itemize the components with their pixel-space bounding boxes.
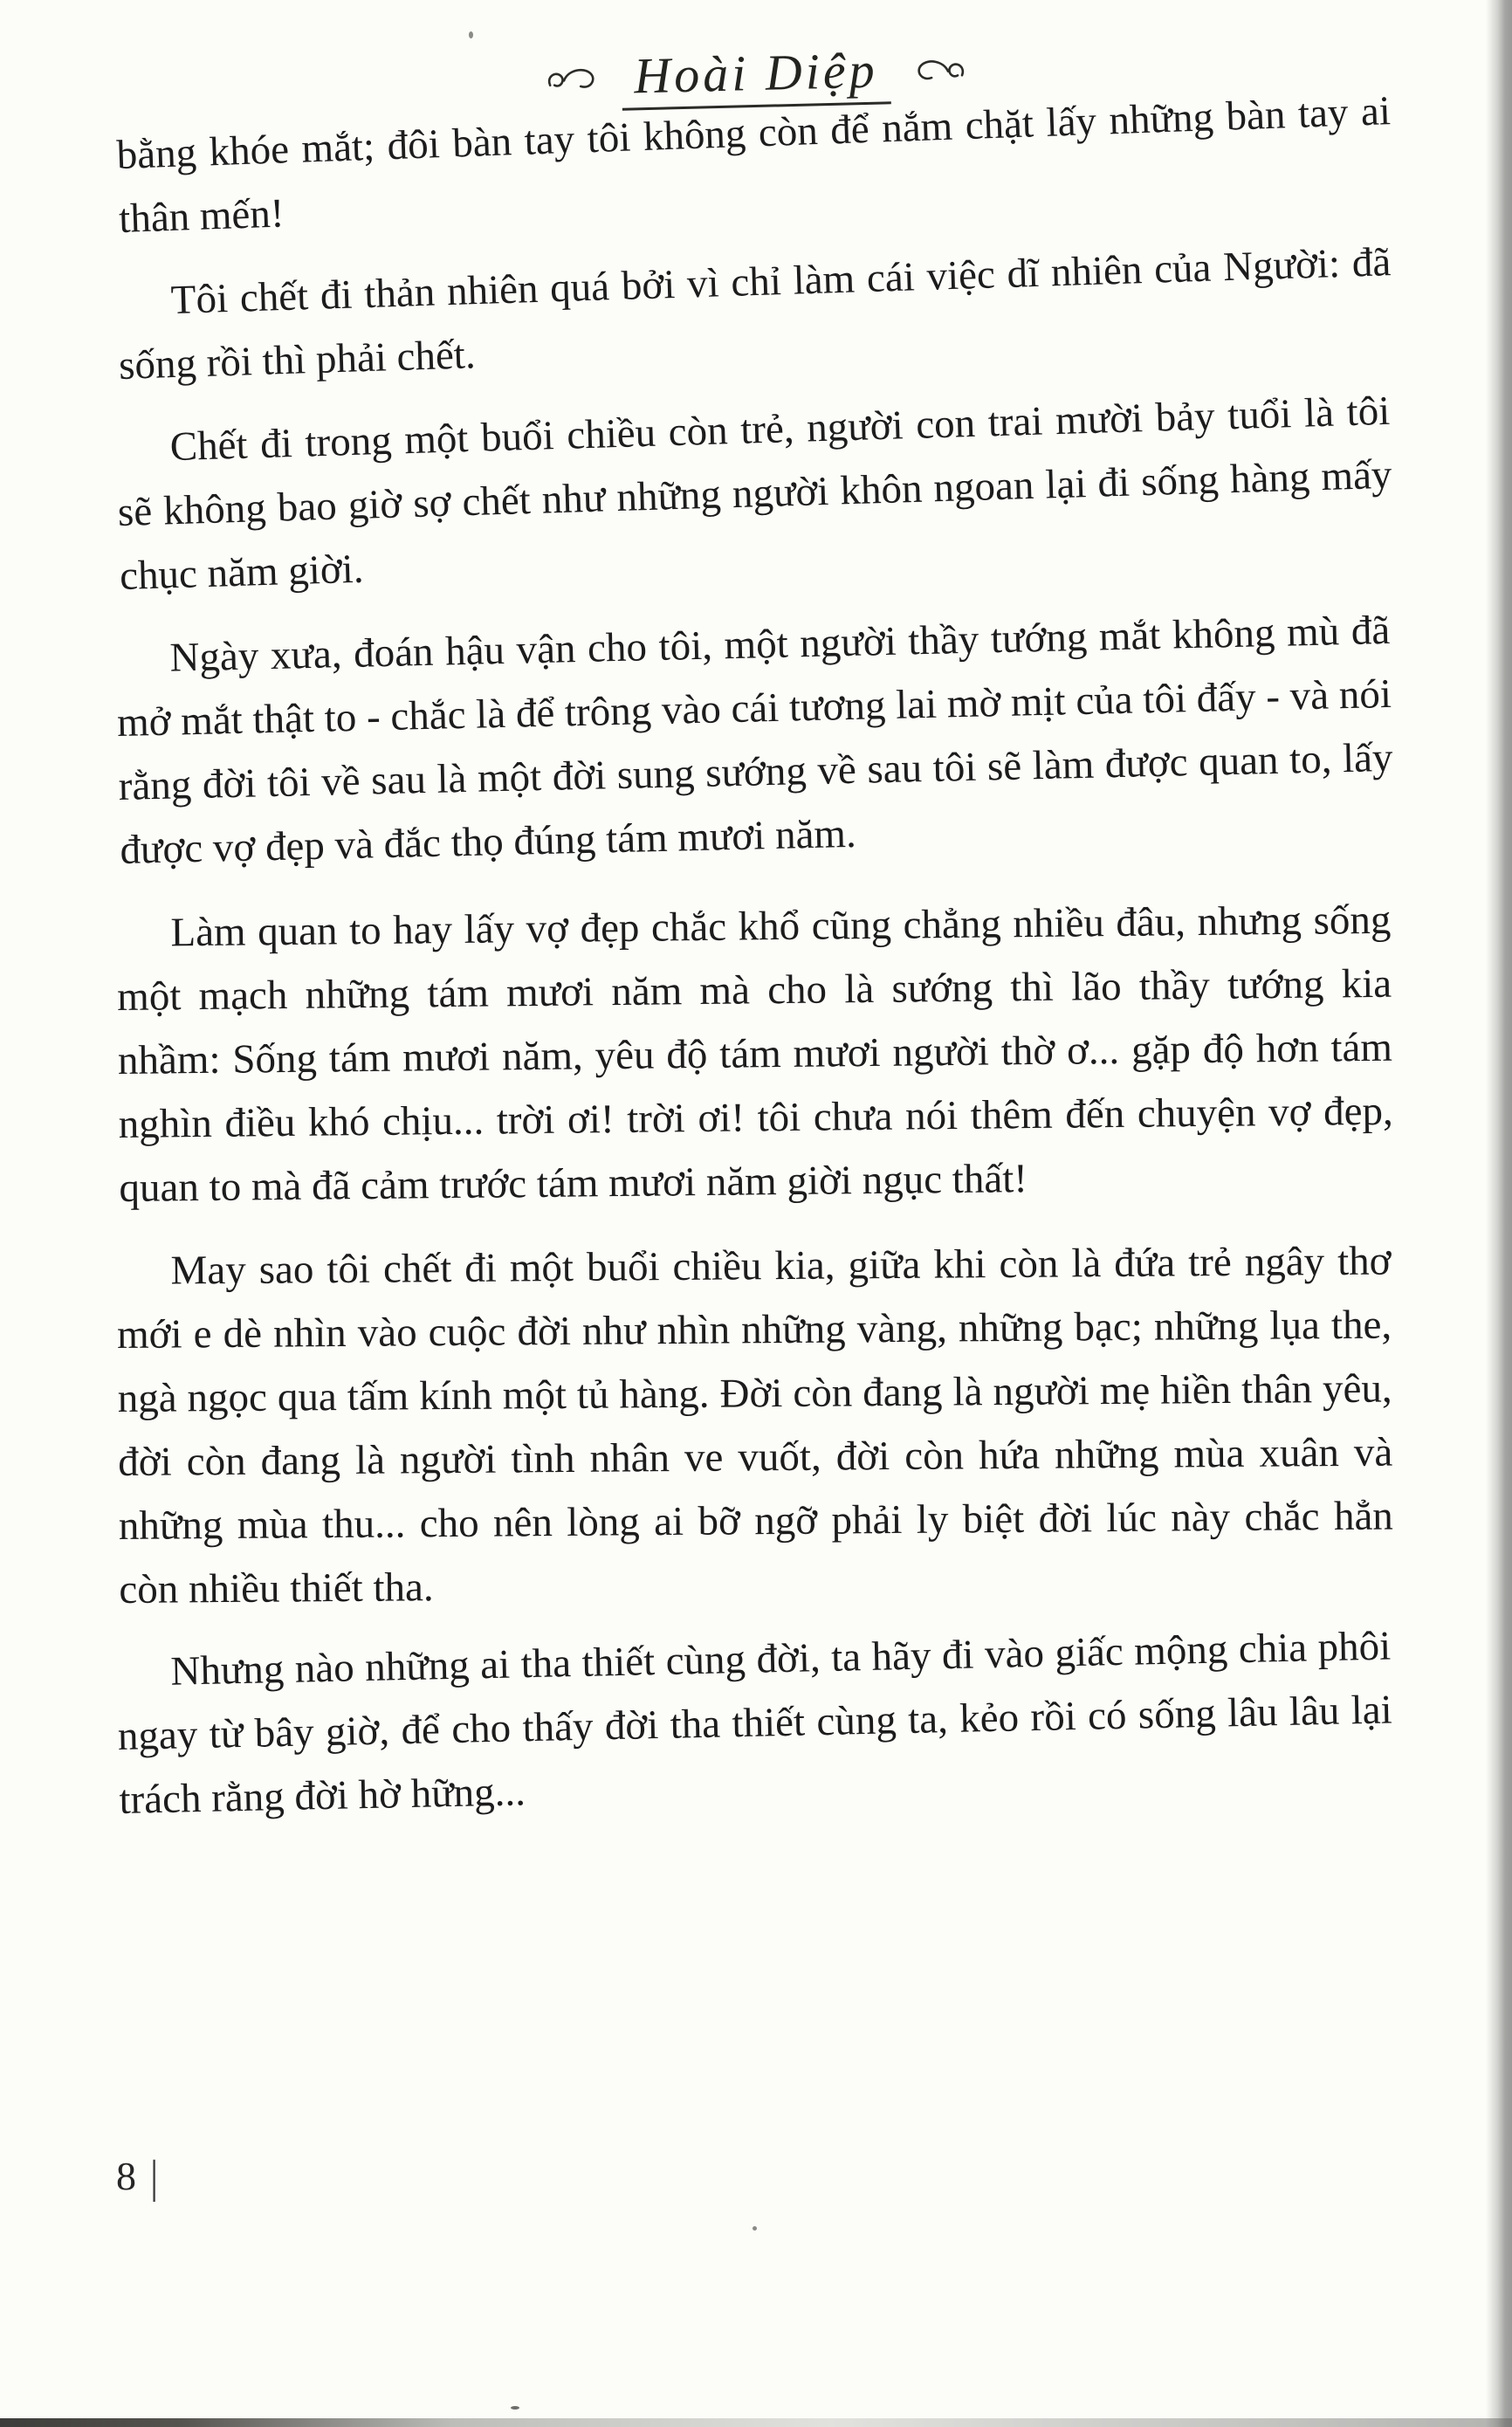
header-title: Hoài Diệp [622, 42, 891, 110]
scan-speck [753, 2226, 757, 2231]
scan-speck [469, 31, 473, 38]
scan-edge-shadow-bottom [0, 2418, 1512, 2427]
floral-ornament-right-icon [912, 56, 967, 87]
paragraph: Làm quan to hay lấy vợ đẹp chắc khổ cũng chẳng nhiều đâu, nhưng sống một mạch những tám mươi năm mà cho là sướng thì lão thầy tướng kia nhầm: Sống tám mươi năm, yêu độ tám mươi người thờ ơ... gặp độ hơn tám nghìn điều khó chịu... trời ơi! trời ơi! tôi chưa nói thêm đến chuyện vợ đẹp, quan to mà đã cảm trước tám mươi năm giời ngục thất! [116, 897, 1393, 1211]
page-number: 8 [116, 2154, 138, 2198]
paragraph: Nhưng nào những ai tha thiết cùng đời, ta hãy đi vào giấc mộng chia phôi ngay từ bây giờ, để cho thấy đời tha thiết cùng ta, kẻo rồi có sống lâu lâu lại trách rằng đời hờ hững... [117, 1623, 1393, 1823]
paragraph: Chết đi trong một buổi chiều còn trẻ, người con trai mười bảy tuổi là tôi sẽ không bao giờ sợ chết như những người khôn ngoan lại đi sống hàng mấy chục năm giời. [117, 388, 1393, 599]
paragraph: Ngày xưa, đoán hậu vận cho tôi, một người thầy tướng mắt không mù đã mở mắt thật to - chắc là để trông vào cái tương lai mờ mịt của tôi đấy - và nói rằng đời tôi về sau là một đời sung sướng về sau tôi sẽ làm được quan to, lấy được vợ đẹp và đắc thọ đúng tám mươi năm. [116, 607, 1394, 873]
page-footer [116, 2150, 161, 2202]
scan-speck [511, 2406, 519, 2410]
page-number-separator: | [150, 2150, 161, 2202]
scan-edge-shadow-right [1486, 0, 1512, 2427]
paragraph: bằng khóe mắt; đôi bàn tay tôi không còn để nắm chặt lấy những bàn tay ai thân mến! [115, 88, 1392, 242]
paragraph: Tôi chết đi thản nhiên quá bởi vì chỉ làm cái việc dĩ nhiên của Người: đã sống rồi thì phải chết. [118, 239, 1392, 388]
floral-ornament-left-icon [545, 65, 600, 97]
paragraph: May sao tôi chết đi một buổi chiều kia, giữa khi còn là đứa trẻ ngây thơ mới e dè nhìn vào cuộc đời như nhìn những vàng, những bạc; những lụa the, ngà ngọc qua tấm kính một tủ hàng. Đời còn đang là người mẹ hiền thân yêu, đời còn đang là người tình nhân ve vuốt, đời còn hứa những mùa xuân và những mùa thu... cho nên lòng ai bỡ ngỡ phải ly biệt đời lúc này chắc hẳn còn nhiều thiết tha. [116, 1238, 1394, 1612]
page-text [115, 88, 1394, 1852]
